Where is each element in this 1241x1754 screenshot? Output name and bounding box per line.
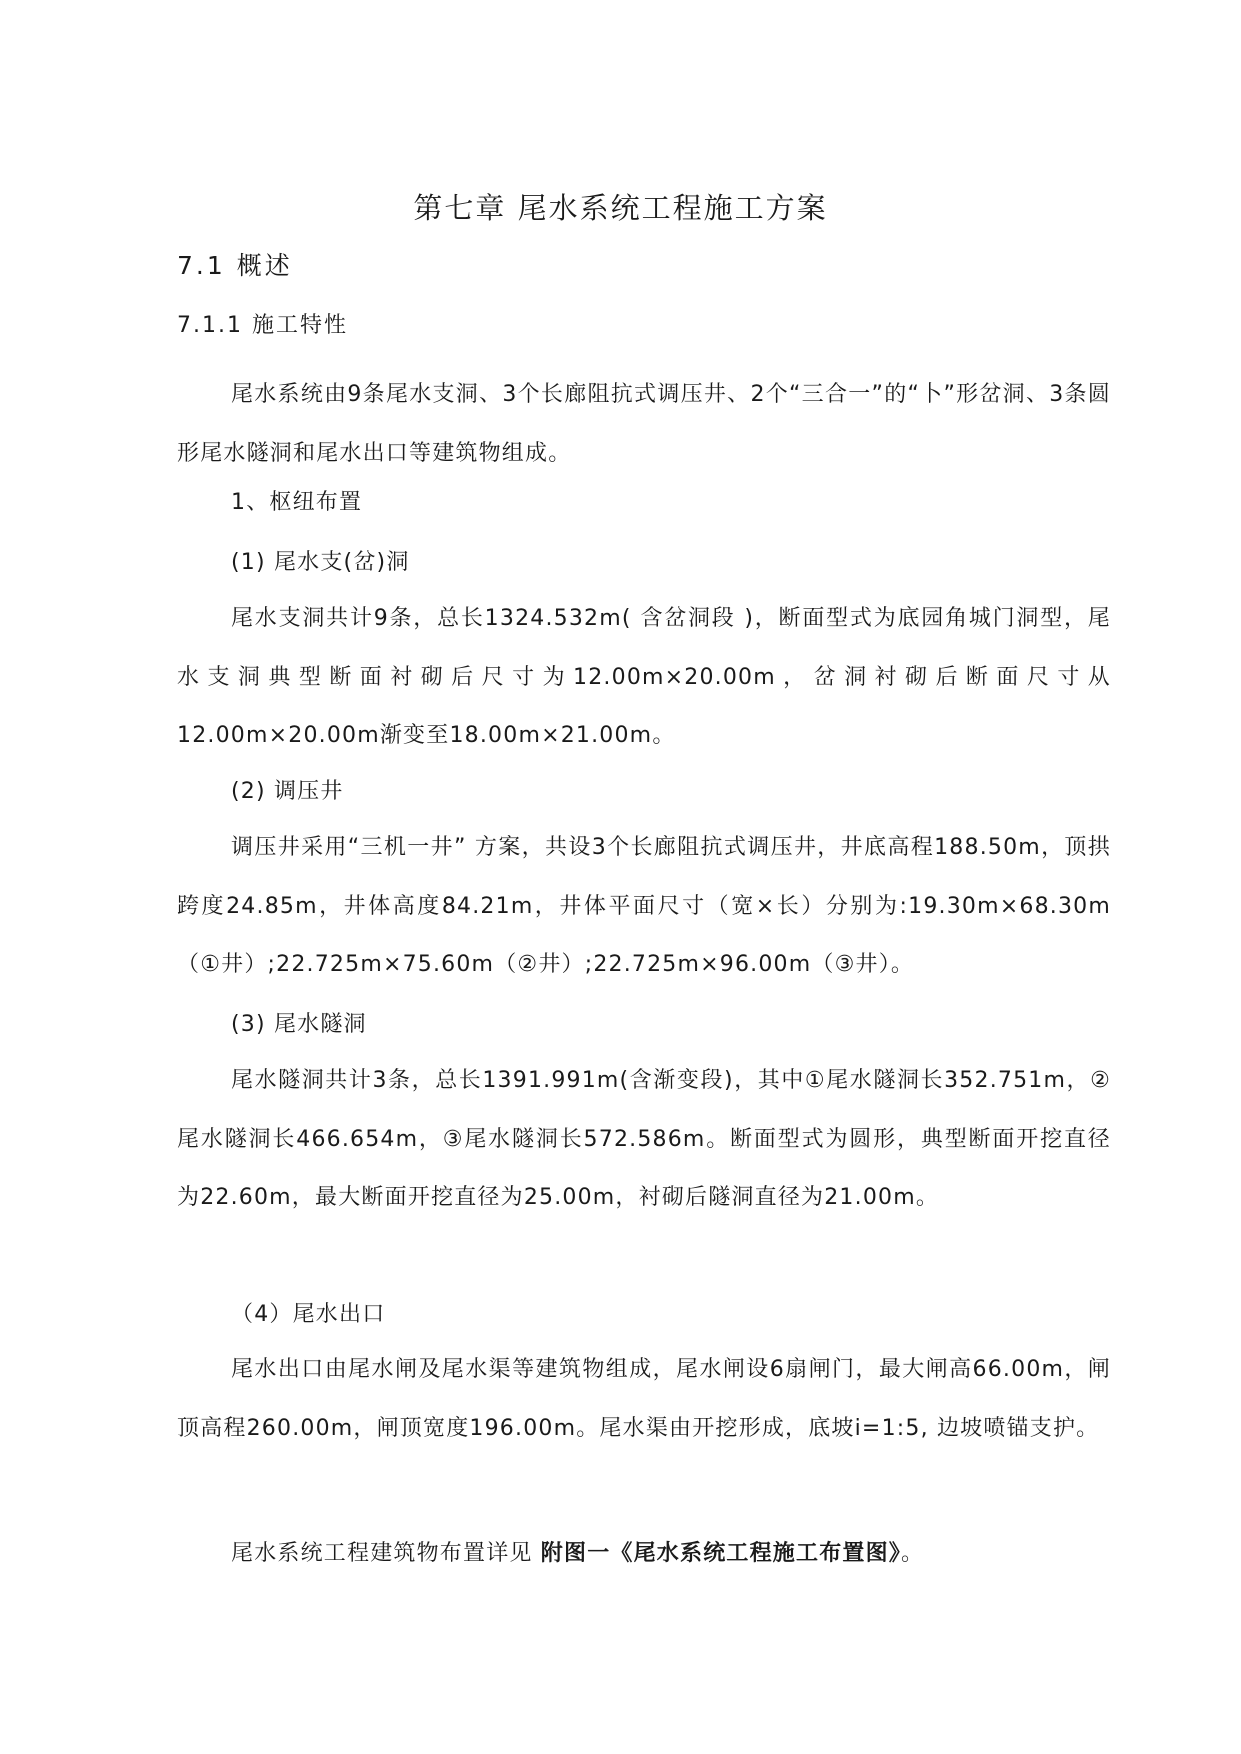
item3-paragraph: 尾水隧洞共计3条，总长1391.991m(含渐变段)，其中①尾水隧洞长352.751m，②尾水隧洞长466.654m，③尾水隧洞长572.586m。断面型式为圆形，典型断面开挖直径为22.60m，最大断面开挖直径为25.00m，衬砌后隧洞直径为21.00m。 — [177, 1068, 1111, 1211]
item2-heading: (2) 调压井 — [231, 779, 344, 804]
item1-paragraph: 尾水支洞共计9条，总长1324.532m( 含岔洞段 )，断面型式为底园角城门洞型，尾水支洞典型断面衬砌后尺寸为12.00m×20.00m，岔洞衬砌后断面尺寸从12.00m×20.00m渐变至18.00m×21.00m。 — [177, 606, 1111, 749]
item3-heading: (3) 尾水隧洞 — [231, 1012, 367, 1037]
item1-heading: (1) 尾水支(岔)洞 — [231, 550, 410, 575]
item4-paragraph: 尾水出口由尾水闸及尾水渠等建筑物组成，尾水闸设6扇闸门，最大闸高66.00m，闸顶高程260.00m，闸顶宽度196.00m。尾水渠由开挖形成，底坡i=1:5, 边坡喷锚支护。 — [177, 1357, 1111, 1441]
layout-heading: 1、枢纽布置 — [231, 490, 363, 515]
item4-heading: （4）尾水出口 — [231, 1302, 386, 1327]
figure-reference: 附图一《尾水系统工程施工布置图》 — [540, 1541, 901, 1566]
chapter-title: 第七章 尾水系统工程施工方案 — [413, 191, 828, 225]
closing-prefix: 尾水系统工程建筑物布置详见 — [231, 1541, 541, 1566]
section-heading-7-1: 7.1 概述 — [177, 251, 293, 280]
closing-paragraph — [177, 1525, 1111, 1584]
intro-paragraph: 尾水系统由9条尾水支洞、3个长廊阻抗式调压井、2个“三合一”的“卜”形岔洞、3条圆形尾水隧洞和尾水出口等建筑物组成。 — [177, 382, 1111, 466]
item2-paragraph: 调压井采用“三机一井” 方案，共设3个长廊阻抗式调压井，井底高程188.50m，顶拱跨度24.85m，井体高度84.21m，井体平面尺寸（宽×长）分别为:19.30m×68.30m（①井）;22.725m×75.60m（②井）;22.725m×96.00m（③井）。 — [177, 835, 1111, 978]
closing-suffix: 。 — [901, 1541, 925, 1566]
section-heading-7-1-1: 7.1.1 施工特性 — [177, 313, 348, 338]
